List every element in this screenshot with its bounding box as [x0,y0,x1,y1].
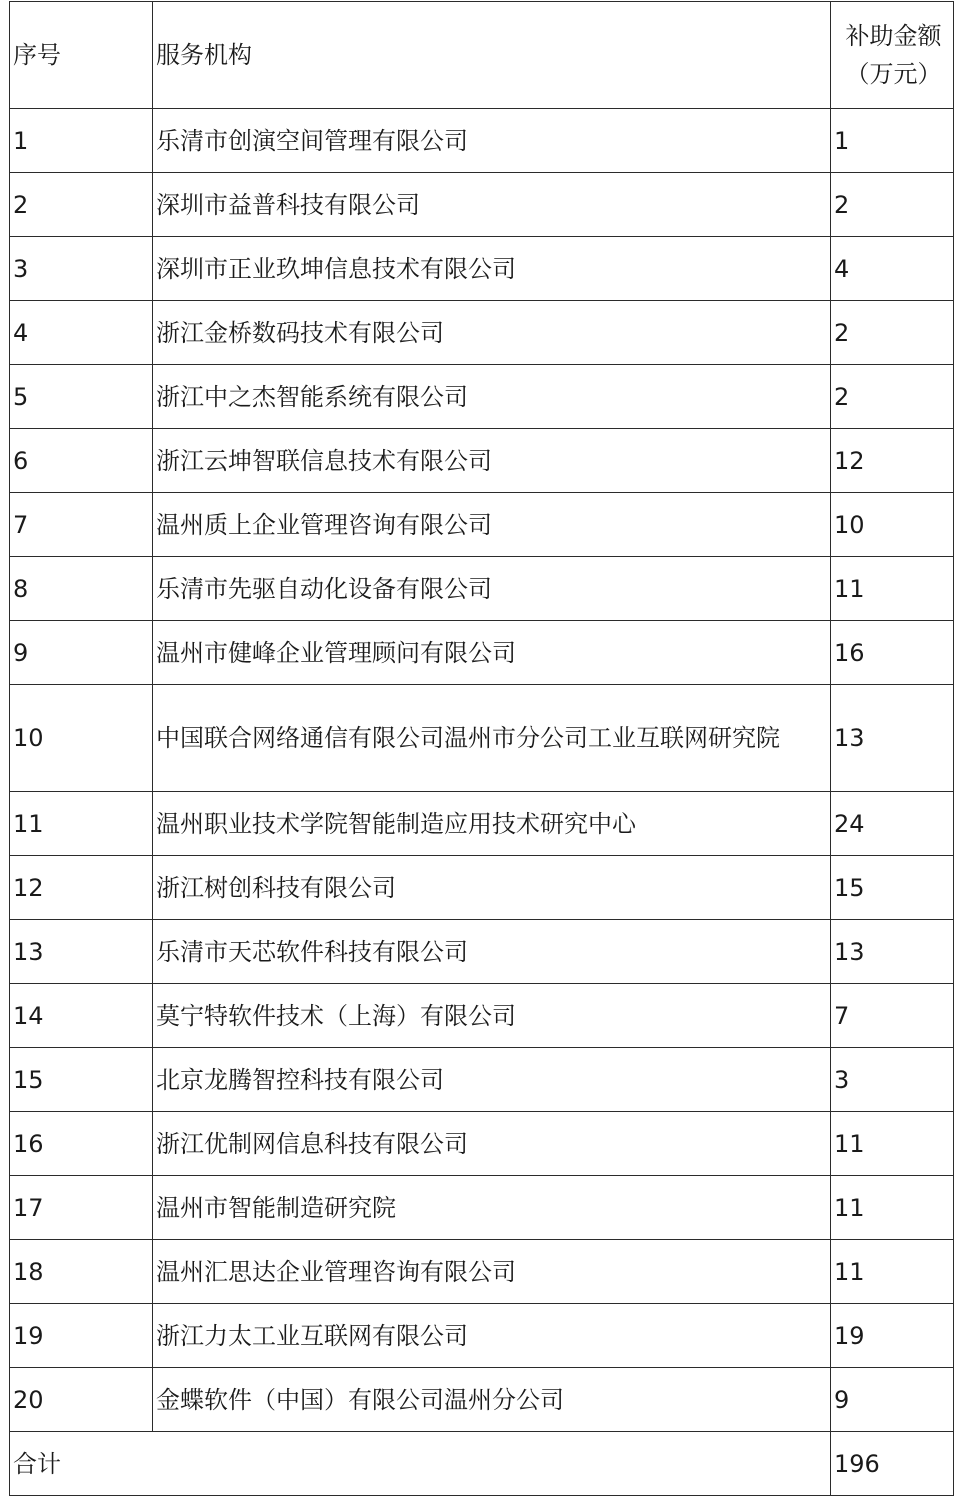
cell-index: 3 [10,237,153,301]
cell-org: 深圳市正业玖坤信息技术有限公司 [153,237,831,301]
watermark [870,1420,950,1470]
cell-org: 浙江中之杰智能系统有限公司 [153,365,831,429]
cell-index: 8 [10,557,153,621]
table-row [10,365,954,429]
cell-index: 13 [10,920,153,984]
table-row [10,792,954,856]
cell-index: 17 [10,1176,153,1240]
cell-amount: 4 [831,237,954,301]
cell-index: 7 [10,493,153,557]
cell-amount: 15 [831,856,954,920]
cell-index: 11 [10,792,153,856]
cell-amount: 13 [831,920,954,984]
cell-index: 15 [10,1048,153,1112]
cell-amount: 1 [831,109,954,173]
cell-org: 浙江优制网信息科技有限公司 [153,1112,831,1176]
cell-org: 浙江树创科技有限公司 [153,856,831,920]
cell-amount: 13 [831,685,954,792]
cell-org: 北京龙腾智控科技有限公司 [153,1048,831,1112]
cell-org: 温州汇思达企业管理咨询有限公司 [153,1240,831,1304]
cell-amount: 2 [831,365,954,429]
cell-index: 14 [10,984,153,1048]
cell-amount: 2 [831,173,954,237]
cell-amount: 24 [831,792,954,856]
table-row [10,1048,954,1112]
table-row [10,685,954,792]
cell-org: 莫宁特软件技术（上海）有限公司 [153,984,831,1048]
cell-org: 乐清市创演空间管理有限公司 [153,109,831,173]
total-row [10,1432,954,1496]
header-org: 服务机构 [153,2,831,109]
cell-amount: 7 [831,984,954,1048]
cell-amount: 11 [831,557,954,621]
cell-index: 12 [10,856,153,920]
cell-index: 10 [10,685,153,792]
cell-org: 浙江金桥数码技术有限公司 [153,301,831,365]
cell-index: 2 [10,173,153,237]
cell-org: 浙江云坤智联信息技术有限公司 [153,429,831,493]
total-amount: 196 [831,1432,954,1496]
table-header-row [10,2,954,109]
cell-amount: 12 [831,429,954,493]
subsidy-table [9,1,954,1496]
header-amount-line2: （万元） [845,60,942,88]
cell-org: 温州职业技术学院智能制造应用技术研究中心 [153,792,831,856]
table-row [10,301,954,365]
cell-amount: 11 [831,1176,954,1240]
cell-amount: 16 [831,621,954,685]
cell-index: 6 [10,429,153,493]
cell-index: 20 [10,1368,153,1432]
table-row [10,173,954,237]
cell-index: 18 [10,1240,153,1304]
cell-amount: 11 [831,1240,954,1304]
cell-org: 金蝶软件（中国）有限公司温州分公司 [153,1368,831,1432]
cell-org: 深圳市益普科技有限公司 [153,173,831,237]
table-row [10,237,954,301]
table-row [10,1304,954,1368]
table-row [10,557,954,621]
cell-index: 1 [10,109,153,173]
cell-org: 温州市健峰企业管理顾问有限公司 [153,621,831,685]
table-row [10,1368,954,1432]
cell-amount: 9 [831,1368,954,1432]
header-index: 序号 [10,2,153,109]
cell-amount: 19 [831,1304,954,1368]
cell-index: 4 [10,301,153,365]
table-row [10,1112,954,1176]
total-label: 合计 [10,1432,831,1496]
cell-org: 浙江力太工业互联网有限公司 [153,1304,831,1368]
cell-index: 9 [10,621,153,685]
cell-amount: 2 [831,301,954,365]
cell-index: 16 [10,1112,153,1176]
table-row [10,493,954,557]
cell-org: 中国联合网络通信有限公司温州市分公司工业互联网研究院 [153,685,831,792]
cell-amount: 10 [831,493,954,557]
table-row [10,429,954,493]
header-amount-line1: 补助金额 [845,22,942,50]
table-row [10,856,954,920]
table-row [10,920,954,984]
header-amount [831,2,954,109]
cell-amount: 3 [831,1048,954,1112]
table-row [10,621,954,685]
table-row [10,1176,954,1240]
cell-index: 5 [10,365,153,429]
cell-org: 温州质上企业管理咨询有限公司 [153,493,831,557]
cell-org: 温州市智能制造研究院 [153,1176,831,1240]
cell-amount: 11 [831,1112,954,1176]
cell-org: 乐清市天芯软件科技有限公司 [153,920,831,984]
cell-org: 乐清市先驱自动化设备有限公司 [153,557,831,621]
table-row [10,984,954,1048]
table-row [10,109,954,173]
table-row [10,1240,954,1304]
cell-index: 19 [10,1304,153,1368]
